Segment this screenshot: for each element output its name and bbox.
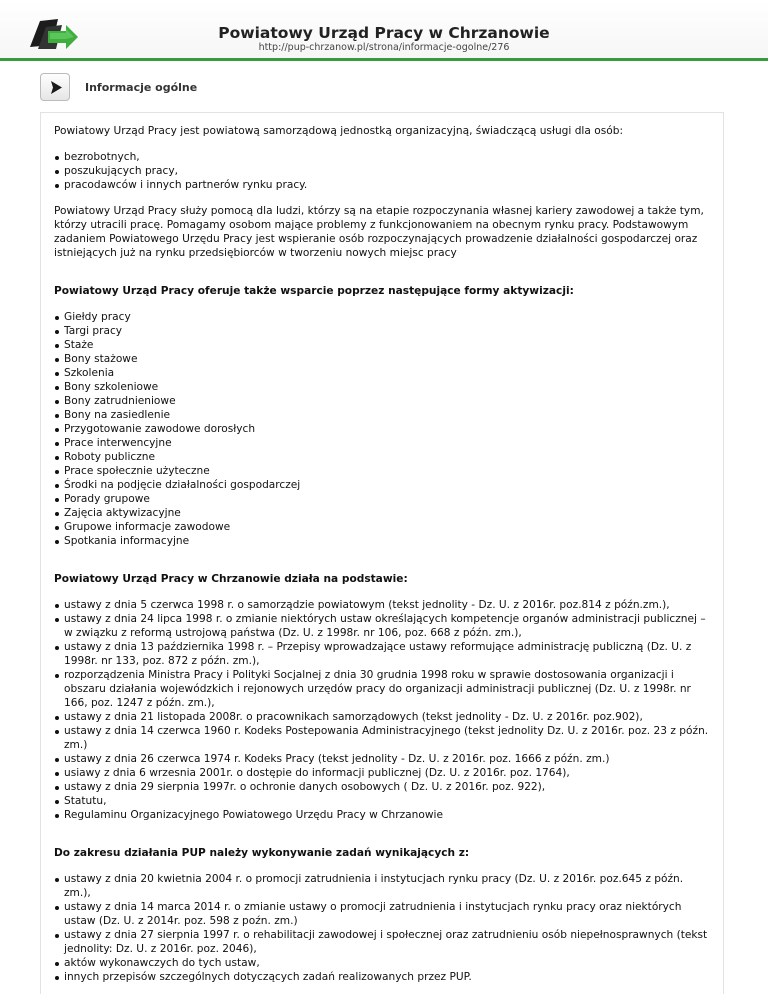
list-item: Bony zatrudnieniowe <box>64 394 709 408</box>
list-item: pracodawców i innych partnerów rynku pracy. <box>64 178 709 192</box>
site-url: http://pup-chrzanow.pl/strona/informacje-ogolne/276 <box>258 42 510 53</box>
list-item: Szkolenia <box>64 366 709 380</box>
scope-list <box>54 872 709 984</box>
list-item: Giełdy pracy <box>64 310 709 324</box>
list-item: Bony szkoleniowe <box>64 380 709 394</box>
list-item: Porady grupowe <box>64 492 709 506</box>
list-item: ustawy z dnia 5 czerwca 1998 r. o samorządzie powiatowym (tekst jednolity - Dz. U. z 2016r. poz.814 z późn.zm.), <box>64 598 709 612</box>
list-item: ustawy z dnia 14 czerwca 1960 r. Kodeks Postepowania Administracyjnego (tekst jednolity Dz. U. z 2016r. poz. 23 z późn. zm.) <box>64 725 709 751</box>
list-item: ustawy z dnia 14 marca 2014 r. o zmianie ustawy o promocji zatrudnienia i instytucjach rynku pracy oraz niektórych ustaw (Dz. U. z 2014r. poz. 598 z poźn. zm.) <box>64 900 709 928</box>
list-item: Przygotowanie zawodowe dorosłych <box>64 422 709 436</box>
list-item: ustawy z dnia 20 kwietnia 2004 r. o promocji zatrudnienia i instytucjach rynku pracy (Dz. U. z 2016r. poz.645 z późn. zm.), <box>64 872 709 900</box>
list-item: ustawy z dnia 24 lipca 1998 r. o zmianie niektórych ustaw określających kompetencje organów administracji publicznej – w związku z reformą ustrojową państwa (Dz. U. z 1998r. nr 106, poz. 668 z późn. zm.), <box>64 612 709 640</box>
page-header <box>0 0 768 58</box>
list-item: innych przepisów szczególnych dotyczących zadań realizowanych przez PUP. <box>64 970 709 984</box>
list-item: Spotkania informacyjne <box>64 534 709 548</box>
list-item: Statutu, <box>64 794 709 808</box>
list-item: ustawy z dnia 26 czerwca 1974 r. Kodeks Pracy (tekst jednolity - Dz. U. z 2016r. poz. 1666 z późn. zm.) <box>64 752 709 766</box>
mission-paragraph: Powiatowy Urząd Pracy służy pomocą dla ludzi, którzy są na etapie rozpoczynania własnej kariery zawodowej a także tym, którzy utracili pracę. Pomagamy osobom mające problemy z funkcjonowaniem na obecnym rynku pracy. Podstawowym zadaniem Powiatowego Urzędu Pracy jest wspieranie osób rozpoczynających prowadzenie działalności gospodarczej oraz istniejących już na rynku przedsiębiorców w tworzeniu nowych miejsc pracy <box>54 205 704 259</box>
scope-heading: Do zakresu działania PUP należy wykonywanie zadań wynikających z: <box>54 847 470 859</box>
list-item: ustawy z dnia 29 sierpnia 1997r. o ochronie danych osobowych ( Dz. U. z 2016r. poz. 922), <box>64 780 709 794</box>
support-list <box>54 310 709 548</box>
list-item: usiawy z dnia 6 wrzesnia 2001r. o dostępie do informacji publicznej (Dz. U. z 2016r. poz. 1764), <box>64 766 709 780</box>
list-item: ustawy z dnia 21 listopada 2008r. o pracownikach samorządowych (tekst jednolity - Dz. U. z 2016r. poz.902), <box>64 710 709 724</box>
list-item: Prace społecznie użyteczne <box>64 464 709 478</box>
list-item: Regulaminu Organizacyjnego Powiatowego Urzędu Pracy w Chrzanowie <box>64 808 709 822</box>
list-item: Roboty publiczne <box>64 450 709 464</box>
intro-list <box>54 150 709 192</box>
list-item: Grupowe informacje zawodowe <box>64 520 709 534</box>
support-heading: Powiatowy Urząd Pracy oferuje także wsparcie poprzez następujące formy aktywizacji: <box>54 285 574 297</box>
content-panel <box>40 112 724 994</box>
basis-heading: Powiatowy Urząd Pracy w Chrzanowie działa na podstawie: <box>54 573 408 585</box>
list-item: aktów wykonawczych do tych ustaw, <box>64 956 709 970</box>
intro-paragraph: Powiatowy Urząd Pracy jest powiatową samorządową jednostką organizacyjną, świadczącą usługi dla osób: <box>54 125 624 137</box>
list-item: Bony na zasiedlenie <box>64 408 709 422</box>
list-item: bezrobotnych, <box>64 150 709 164</box>
site-title: Powiatowy Urząd Pracy w Chrzanowie <box>218 24 550 42</box>
list-item: Staże <box>64 338 709 352</box>
list-item: ustawy z dnia 27 sierpnia 1997 r. o rehabilitacji zawodowej i społecznej oraz zatrudnieniu osób niepełnosprawnych (tekst jednolity: Dz. U. z 2016r. poz. 2046), <box>64 929 708 955</box>
list-item: rozporządzenia Ministra Pracy i Polityki Socjalnej z dnia 30 grudnia 1998 roku w sprawie dostosowania organizacji i obszaru działania wojewódzkich i rejonowych urzędów pracy do organizacji administracji publicznej (Dz. U. z 1998r. nr 166, poz. 1247 z późn. zm.), <box>64 668 709 710</box>
header-divider <box>0 58 768 61</box>
list-item: Bony stażowe <box>64 352 709 366</box>
section-title: Informacje ogólne <box>85 81 198 94</box>
list-item: Środki na podjęcie działalności gospodarczej <box>64 478 709 492</box>
section-nav-button[interactable] <box>40 73 70 101</box>
arrow-right-icon <box>50 81 62 94</box>
list-item: poszukujących pracy, <box>64 164 709 178</box>
list-item: Zajęcia aktywizacyjne <box>64 506 709 520</box>
list-item: Targi pracy <box>64 324 709 338</box>
list-item: Prace interwencyjne <box>64 436 709 450</box>
basis-list <box>54 598 709 822</box>
list-item: ustawy z dnia 13 października 1998 r. – Przepisy wprowadzające ustawy reformujące administrację publiczną (Dz. U. z 1998r. nr 133, poz. 872 z późn. zm.), <box>64 640 709 668</box>
